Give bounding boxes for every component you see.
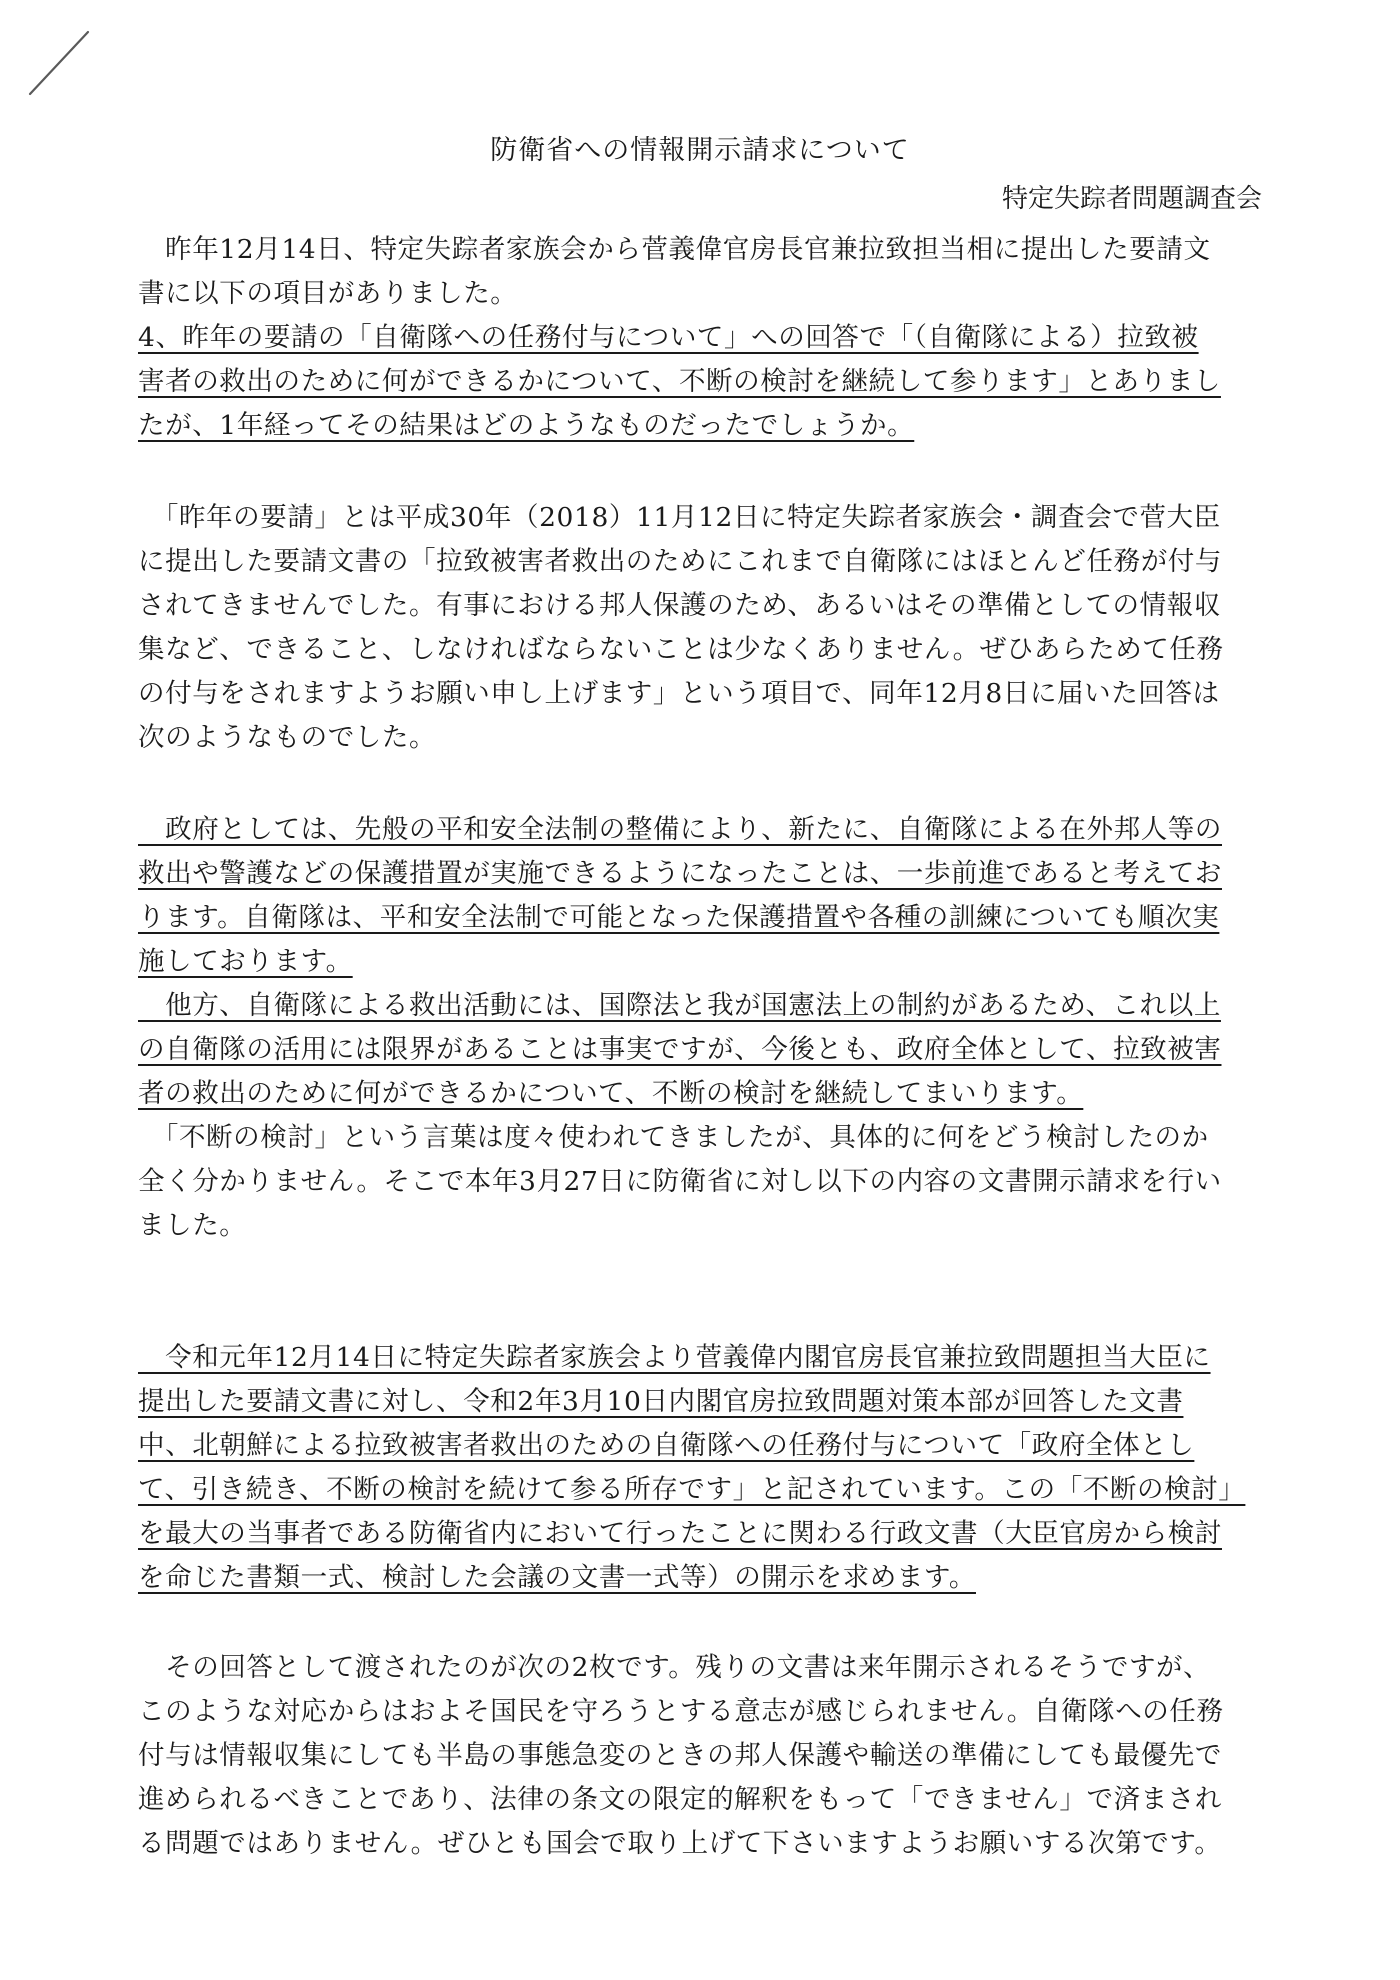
text-line: 進められるべきことであり、法律の条文の限定的解釈をもって「できません」で済まされ xyxy=(138,1784,1222,1815)
underlined-line: 救出や警護などの保護措置が実施できるようになったことは、一歩前進であると考えてお xyxy=(138,858,1222,889)
underlined-line: たが、1年経ってその結果はどのようなものだったでしょうか。 xyxy=(138,410,915,441)
paragraph-disclosure-request xyxy=(138,1116,1266,1248)
underlined-line: 4、昨年の要請の「自衛隊への任務付与について」への回答で「（自衛隊による）拉致被 xyxy=(138,322,1199,353)
underlined-line: 政府としては、先般の平和安全法制の整備により、新たに、自衛隊による在外邦人等の xyxy=(138,814,1222,845)
paragraph-previous-request xyxy=(138,496,1266,760)
organization-name: 特定失踪者問題調査会 xyxy=(1001,184,1262,214)
underlined-line: を命じた書類一式、検討した会議の文書一式等）の開示を求めます。 xyxy=(138,1562,976,1593)
underlined-line: 令和元年12月14日に特定失踪者家族会より菅義偉内閣官房長官兼拉致問題担当大臣に xyxy=(138,1342,1211,1373)
paragraph-conclusion xyxy=(138,1646,1266,1866)
underlined-line: 施しております。 xyxy=(138,946,353,977)
text-line: 次のようなものでした。 xyxy=(138,722,437,753)
underlined-line: 他方、自衛隊による救出活動には、国際法と我が国憲法上の制約があるため、これ以上 xyxy=(138,990,1221,1021)
quoted-disclosure-request xyxy=(138,1336,1266,1600)
underlined-line: を最大の当事者である防衛省内において行ったことに関わる行政文書（大臣官房から検討 xyxy=(138,1518,1222,1549)
text-line: の付与をされますようお願い申し上げます」という項目で、同年12月8日に届いた回答は xyxy=(138,678,1220,709)
text-line: 「不断の検討」という言葉は度々使われてきましたが、具体的に何をどう検討したのか xyxy=(138,1122,1209,1153)
text-line: 昨年12月14日、特定失踪者家族会から菅義偉官房長官兼拉致担当相に提出した要請文 xyxy=(138,234,1211,265)
underlined-line: て、引き続き、不断の検討を続けて参る所存です」と記されています。この「不断の検討」 xyxy=(138,1474,1246,1505)
underlined-line: ります。自衛隊は、平和安全法制で可能となった保護措置や各種の訓練についても順次実 xyxy=(138,902,1220,933)
document-title: 防衛省への情報開示請求について xyxy=(490,135,910,166)
underlined-line: 中、北朝鮮による拉致被害者救出のための自衛隊への任務付与について「政府全体とし xyxy=(138,1430,1195,1461)
text-line: に提出した要請文書の「拉致被害者救出のためにこれまで自衛隊にはほとんど任務が付与 xyxy=(138,546,1222,577)
underlined-line: の自衛隊の活用には限界があることは事実ですが、今後とも、政府全体として、拉致被害 xyxy=(138,1034,1222,1065)
text-line: ました。 xyxy=(138,1210,247,1241)
paragraph-request-item xyxy=(138,228,1266,448)
text-line: されてきませんでした。有事における邦人保護のため、あるいはその準備としての情報収 xyxy=(138,590,1221,621)
text-line: る問題ではありません。ぜひとも国会で取り上げて下さいますようお願いする次第です。 xyxy=(138,1828,1222,1859)
underlined-line: 提出した要請文書に対し、令和2年3月10日内閣官房拉致問題対策本部が回答した文書 xyxy=(138,1386,1184,1417)
text-line: 集など、できること、しなければならないことは少なくありません。ぜひあらためて任務 xyxy=(138,634,1224,665)
underlined-line: 者の救出のために何ができるかについて、不断の検討を継続してまいります。 xyxy=(138,1078,1084,1109)
underlined-line: 害者の救出のために何ができるかについて、不断の検討を継続して参ります」とありまし xyxy=(138,366,1221,397)
text-line: 「昨年の要請」とは平成30年（2018）11月12日に特定失踪者家族会・調査会で菅大臣 xyxy=(138,502,1221,533)
text-line: このような対応からはおよそ国民を守ろうとする意志が感じられません。自衛隊への任務 xyxy=(138,1696,1224,1727)
text-line: 書に以下の項目がありました。 xyxy=(138,278,518,309)
text-line: 付与は情報収集にしても半島の事態急変のときの邦人保護や輸送の準備にしても最優先で xyxy=(138,1740,1222,1771)
text-line: その回答として渡されたのが次の2枚です。残りの文書は来年開示されるそうですが、 xyxy=(138,1652,1211,1683)
pen-stroke-mark xyxy=(28,28,98,98)
quoted-government-answer xyxy=(138,808,1266,1116)
text-line: 全く分かりません。そこで本年3月27日に防衛省に対し以下の内容の文書開示請求を行い xyxy=(138,1166,1222,1197)
